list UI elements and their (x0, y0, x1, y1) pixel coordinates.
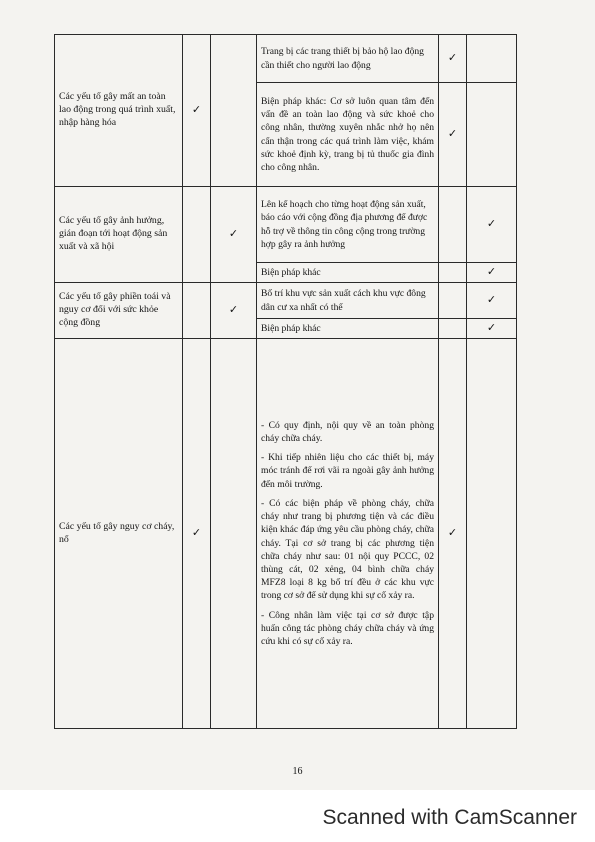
scanner-footer: Scanned with CamScanner (322, 806, 577, 829)
check-mark: ✓ (439, 35, 467, 83)
check-mark (439, 283, 467, 319)
check-mark (211, 339, 257, 729)
measure-cell: Lên kế hoạch cho từng hoạt động sản xuất, báo cáo với cộng đồng địa phương để được hỗ trợ về thông tin công cộng trong trường hợp gây ra ảnh hưởng (257, 187, 439, 263)
measure-cell: Biện pháp khác (257, 319, 439, 339)
table-row (55, 283, 517, 319)
check-mark (439, 187, 467, 263)
measure-cell: Trang bị các trang thiết bị bảo hộ lao động cần thiết cho người lao động (257, 35, 439, 83)
table-row (55, 35, 517, 83)
check-mark: ✓ (467, 263, 517, 283)
measure-cell (257, 339, 439, 729)
risk-factor-cell: Các yếu tố gây nguy cơ cháy, nổ (55, 339, 183, 729)
check-mark (439, 263, 467, 283)
measure-paragraph: - Có các biện pháp về phòng cháy, chữa cháy như trang bị phương tiện và các điều kiện khác đáp ứng yêu cầu phòng cháy, chữa cháy. Tại cơ sở trang bị các phương tiện chữa cháy như sau: 01 nội quy PCCC, 02 thùng cát, 02 xẻng, 04 bình chữa cháy MFZ8 loại 8 kg bố trí đều ở các khu vực trong cơ sở để sử dụng khi sự cố xảy ra. (261, 497, 434, 602)
check-mark (183, 283, 211, 339)
risk-factor-cell: Các yếu tố gây ảnh hưởng, gián đoạn tới hoạt động sản xuất và xã hội (55, 187, 183, 283)
check-mark (211, 35, 257, 187)
check-mark: ✓ (467, 187, 517, 263)
check-mark: ✓ (183, 35, 211, 187)
check-mark (439, 319, 467, 339)
check-mark: ✓ (439, 83, 467, 187)
check-mark: ✓ (183, 339, 211, 729)
measure-cell: Biện pháp khác: Cơ sở luôn quan tâm đến vấn đề an toàn lao động và sức khoẻ cho công nhân, thường xuyên nhắc nhở họ nên cẩn thận trong các quá trình làm việc, khám sức khoẻ định kỳ, trang bị tủ thuốc gia đình cho công nhân. (257, 83, 439, 187)
check-mark: ✓ (467, 283, 517, 319)
risk-factor-cell: Các yếu tố gây mất an toàn lao động trong quá trình xuất, nhập hàng hóa (55, 35, 183, 187)
check-mark: ✓ (211, 187, 257, 283)
check-mark (467, 35, 517, 83)
measure-cell: Bố trí khu vực sản xuất cách khu vực đông dân cư xa nhất có thể (257, 283, 439, 319)
measure-paragraph: - Có quy định, nội quy về an toàn phòng cháy chữa cháy. (261, 419, 434, 444)
check-mark: ✓ (211, 283, 257, 339)
table-row (55, 187, 517, 263)
check-mark: ✓ (467, 319, 517, 339)
check-mark (467, 83, 517, 187)
check-mark (183, 187, 211, 283)
risk-measures-table (54, 34, 517, 729)
table-row (55, 339, 517, 729)
check-mark: ✓ (439, 339, 467, 729)
risk-factor-cell: Các yếu tố gây phiền toái và nguy cơ đối với sức khỏe cộng đồng (55, 283, 183, 339)
check-mark (467, 339, 517, 729)
measure-paragraph: - Công nhân làm việc tại cơ sở được tập huấn công tác phòng cháy chữa cháy và ứng cứu khi có sự cố xảy ra. (261, 609, 434, 648)
measure-cell: Biện pháp khác (257, 263, 439, 283)
measure-paragraph: - Khi tiếp nhiên liệu cho các thiết bị, máy móc tránh để rơi vãi ra ngoài gây ảnh hưởng đến môi trường. (261, 452, 434, 490)
page-number: 16 (292, 766, 303, 777)
